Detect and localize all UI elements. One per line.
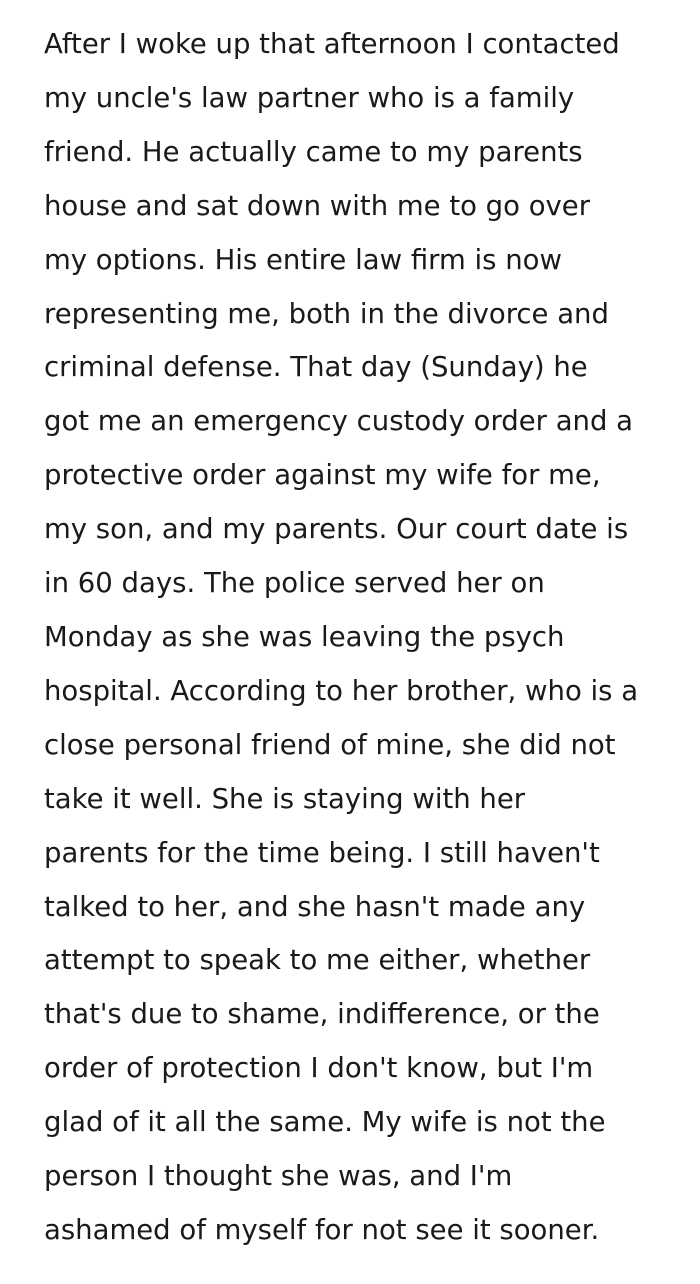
story-text-block	[44, 18, 684, 1258]
story-line: person I thought she was, and I'm	[44, 1160, 513, 1193]
story-line: in 60 days. The police served her on	[44, 567, 545, 600]
story-line: parents for the time being. I still haven't	[44, 836, 600, 869]
story-line: order of protection I don't know, but I'm	[44, 1052, 594, 1085]
story-line: glad of it all the same. My wife is not the	[44, 1106, 606, 1139]
story-line: got me an emergency custody order and a	[44, 405, 634, 438]
story-line: my son, and my parents. Our court date is	[44, 513, 629, 546]
story-line: attempt to speak to me either, whether	[44, 944, 591, 977]
story-line: my options. His entire law firm is now	[44, 243, 562, 276]
story-line: representing me, both in the divorce and	[44, 297, 609, 330]
story-line: friend. He actually came to my parents	[44, 135, 583, 168]
story-line: protective order against my wife for me,	[44, 459, 601, 492]
story-line: ashamed of myself for not see it sooner.	[44, 1213, 600, 1246]
story-line: house and sat down with me to go over	[44, 189, 591, 222]
story-line: criminal defense. That day (Sunday) he	[44, 351, 588, 384]
story-line: that's due to shame, indifference, or the	[44, 998, 600, 1031]
story-line: Monday as she was leaving the psych	[44, 620, 565, 653]
story-line: talked to her, and she hasn't made any	[44, 890, 586, 923]
story-line: take it well. She is staying with her	[44, 782, 526, 815]
story-line: After I woke up that afternoon I contacted	[44, 28, 620, 60]
story-line: my uncle's law partner who is a family	[44, 81, 575, 114]
story-line: hospital. According to her brother, who is a	[44, 674, 639, 707]
story-line: close personal friend of mine, she did not	[44, 728, 616, 761]
